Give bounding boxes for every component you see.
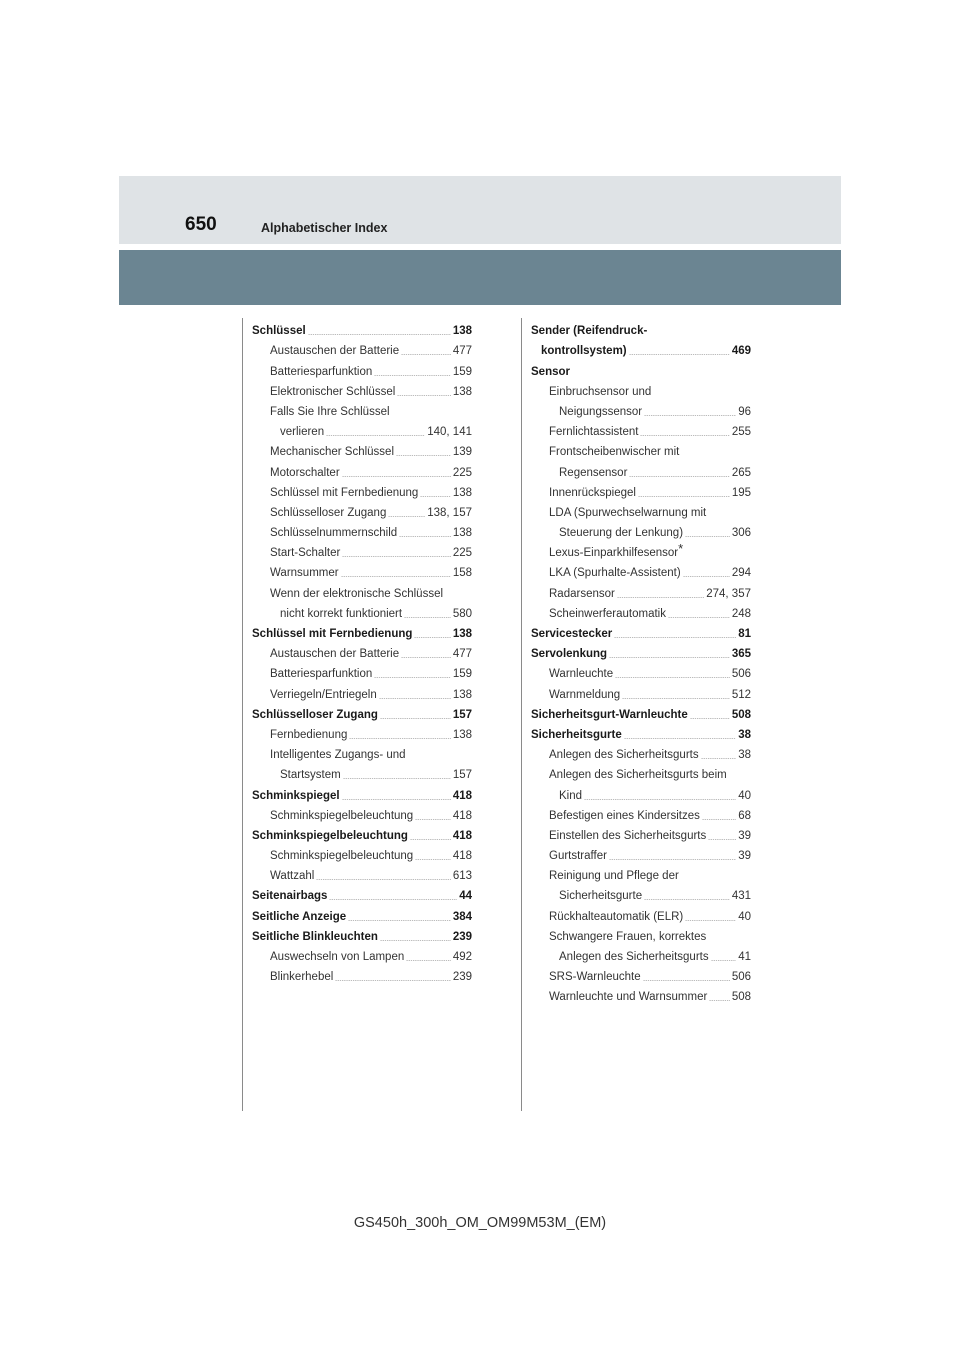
document-code: GS450h_300h_OM_OM99M53M_(EM) [353, 1215, 607, 1231]
entry-label: Startsystem [280, 769, 341, 782]
index-subentry [531, 661, 751, 681]
entry-label: Schlüssel [252, 325, 306, 338]
entry-label: Reinigung und Pflege der [549, 870, 679, 883]
index-subentry [531, 843, 751, 863]
entry-label: Warnleuchte [549, 668, 614, 681]
index-subentry [531, 883, 751, 903]
index-subentry [531, 944, 751, 964]
index-subentry [531, 863, 751, 883]
index-entry [531, 338, 751, 358]
entry-label: Schlüsselnummernschild [270, 527, 398, 540]
index-subentry [252, 580, 472, 600]
leader-dots [609, 859, 736, 860]
entry-page-ref: 418 [452, 829, 472, 842]
entry-label: Rückhalteautomatik (ELR) [549, 910, 684, 923]
page-number: 650 [185, 214, 217, 235]
entry-label: Blinkerhebel [270, 971, 334, 984]
entry-label: Neigungssensor [559, 405, 643, 418]
entry-label: Mechanischer Schlüssel [270, 446, 395, 459]
index-subentry [252, 661, 472, 681]
leader-dots [644, 415, 736, 416]
entry-label: Fernlichtassistent [549, 426, 639, 439]
entry-page-ref: 512 [731, 688, 751, 701]
index-subentry [252, 641, 472, 661]
entry-label: Sensor [531, 365, 570, 378]
entry-page-ref: 306 [731, 527, 751, 540]
entry-page-ref: 506 [731, 668, 751, 681]
entry-label: Wenn der elektronische Schlüssel [270, 587, 444, 600]
entry-label: Auswechseln von Lampen [270, 951, 405, 963]
index-entry [252, 702, 472, 722]
leader-dots [668, 617, 730, 618]
entry-label: Schwangere Frauen, korrektes [549, 930, 707, 943]
entry-label: kontrollsystem) [541, 345, 627, 358]
entry-label: Schlüsselloser Zugang [270, 506, 387, 519]
leader-dots [343, 778, 451, 779]
entry-page-ref: 195 [731, 486, 751, 499]
entry-page-ref: 96 [738, 405, 751, 418]
entry-label: Austauschen der Batterie [270, 648, 400, 661]
index-subentry [531, 782, 751, 802]
leader-dots [388, 516, 425, 517]
entry-label: Einbruchsensor und [549, 385, 652, 398]
header-band [119, 250, 841, 305]
entry-label: Falls Sie Ihre Schlüssel [270, 405, 390, 418]
entry-label: Wattzahl [270, 870, 315, 883]
entry-label: Einstellen des Sicherheitsgurts [549, 829, 707, 842]
index-entry [531, 641, 751, 661]
entry-label: Steuerung der Lenkung) [559, 527, 684, 540]
index-subentry [531, 903, 751, 923]
right-column-rule [521, 318, 522, 1111]
index-subentry [252, 358, 472, 378]
index-subentry [531, 803, 751, 823]
entry-label: Seitenairbags [252, 890, 328, 903]
leader-dots [401, 354, 451, 355]
leader-dots [374, 375, 451, 376]
index-subentry [252, 439, 472, 459]
entry-label: Start-Schalter [270, 547, 341, 560]
index-entry [531, 621, 751, 641]
index-column-left [252, 318, 472, 984]
leader-dots [685, 920, 736, 921]
leader-dots [342, 556, 451, 557]
entry-label: Lexus-Einparkhilfesensor [549, 547, 679, 560]
entry-page-ref: 580 [452, 607, 472, 620]
leader-dots [406, 960, 451, 961]
entry-label: Schlüssel mit Fernbedienung [252, 628, 413, 640]
leader-dots [420, 496, 451, 497]
leader-dots [683, 576, 730, 577]
leader-dots [348, 920, 451, 921]
leader-dots [609, 657, 730, 658]
entry-page-ref: 431 [731, 890, 751, 903]
entry-label: Gurtstraffer [549, 850, 607, 863]
entry-label: Fernbedienung [270, 728, 348, 741]
leader-dots [316, 879, 451, 880]
entry-label: Frontscheibenwischer mit [549, 446, 680, 459]
entry-label: Radarsensor [549, 587, 615, 600]
entry-page-ref: 225 [452, 547, 472, 560]
entry-label: Anlegen des Sicherheitsgurts beim [549, 769, 727, 782]
entry-page-ref: 469 [731, 345, 751, 358]
entry-label: Warnsummer [270, 567, 339, 580]
entry-label: Anlegen des Sicherheitsgurts [559, 951, 709, 963]
index-subentry [531, 762, 751, 782]
index-entry [252, 903, 472, 923]
entry-page-ref: 365 [731, 648, 751, 661]
index-subentry [252, 540, 472, 560]
entry-label: Elektronischer Schlüssel [270, 385, 396, 398]
leader-dots [629, 354, 730, 355]
index-subentry [252, 964, 472, 984]
leader-dots [643, 980, 730, 981]
entry-page-ref: 274, 357 [706, 587, 751, 600]
leader-dots [308, 334, 451, 335]
entry-page-ref: 157 [452, 769, 472, 782]
index-subentry [252, 843, 472, 863]
index-subentry [252, 379, 472, 399]
entry-label: Schminkspiegelbeleuchtung [252, 829, 408, 842]
index-subentry [252, 500, 472, 520]
index-subentry [531, 480, 751, 500]
index-subentry [531, 540, 751, 560]
leader-dots [708, 839, 736, 840]
entry-page-ref: 225 [452, 466, 472, 479]
entry-page-ref: 248 [731, 607, 751, 620]
leader-dots [335, 980, 451, 981]
entry-label: Innenrückspiegel [549, 486, 636, 499]
leader-dots [404, 617, 451, 618]
leader-dots [399, 536, 451, 537]
entry-page-ref: 81 [738, 628, 751, 640]
index-entry [252, 823, 472, 843]
entry-page-ref: 44 [459, 890, 472, 903]
leader-dots [690, 718, 730, 719]
footnote-asterisk: * [678, 541, 684, 557]
leader-dots [584, 799, 736, 800]
entry-label: Kind [559, 789, 583, 802]
entry-page-ref: 41 [738, 951, 751, 963]
entry-page-ref: 138 [452, 385, 472, 398]
leader-dots [329, 899, 457, 900]
leader-dots [401, 657, 451, 658]
entry-page-ref: 418 [452, 850, 472, 863]
entry-label: LKA (Spurhalte-Assistent) [549, 567, 681, 580]
entry-page-ref: 255 [731, 426, 751, 439]
index-subentry [252, 601, 472, 621]
index-subentry [252, 459, 472, 479]
entry-label: Sicherheitsgurte [531, 728, 622, 741]
entry-label: Scheinwerferautomatik [549, 607, 666, 620]
leader-dots [624, 738, 736, 739]
index-subentry [252, 742, 472, 762]
index-subentry [252, 560, 472, 580]
index-subentry [252, 480, 472, 500]
index-entry [252, 782, 472, 802]
entry-page-ref: 508 [731, 991, 751, 1004]
leader-dots [701, 758, 737, 759]
entry-page-ref: 138 [452, 325, 472, 338]
index-subentry [252, 520, 472, 540]
index-subentry [252, 944, 472, 964]
index-subentry [531, 580, 751, 600]
leader-dots [615, 677, 730, 678]
index-entry [531, 722, 751, 742]
entry-label: Schminkspiegelbeleuchtung [270, 809, 414, 822]
entry-page-ref: 138, 157 [427, 506, 472, 519]
entry-label: Motorschalter [270, 466, 340, 479]
entry-label: Warnmeldung [549, 688, 621, 701]
leader-dots [711, 960, 737, 961]
leader-dots [415, 819, 451, 820]
entry-page-ref: 138 [452, 527, 472, 540]
leader-dots [629, 476, 729, 477]
index-subentry [252, 863, 472, 883]
entry-label: LDA (Spurwechselwarnung mit [549, 506, 707, 519]
entry-label: Verriegeln/Entriegeln [270, 688, 377, 701]
entry-label: Sender (Reifendruck- [531, 325, 648, 338]
entry-page-ref: 40 [738, 789, 751, 802]
entry-page-ref: 138 [452, 486, 472, 499]
index-subentry [531, 984, 751, 1004]
entry-label: Seitliche Anzeige [252, 910, 347, 923]
entry-label: Austauschen der Batterie [270, 345, 400, 358]
entry-label: Regensensor [559, 466, 628, 479]
entry-page-ref: 39 [738, 829, 751, 842]
leader-dots [702, 819, 736, 820]
entry-page-ref: 39 [738, 850, 751, 863]
leader-dots [396, 455, 451, 456]
entry-page-ref: 239 [452, 930, 472, 943]
index-subentry [531, 964, 751, 984]
entry-label: Schlüssel mit Fernbedienung [270, 486, 419, 499]
index-subentry [531, 560, 751, 580]
entry-label: Batteriesparfunktion [270, 365, 373, 378]
index-subentry [252, 338, 472, 358]
entry-page-ref: 159 [452, 668, 472, 681]
index-subentry [531, 742, 751, 762]
entry-page-ref: 477 [452, 648, 472, 661]
entry-label: Batteriesparfunktion [270, 668, 373, 681]
leader-dots [380, 940, 451, 941]
index-subentry [531, 601, 751, 621]
leader-dots [644, 899, 730, 900]
entry-page-ref: 40 [738, 910, 751, 923]
entry-page-ref: 140, 141 [427, 426, 472, 439]
entry-page-ref: 506 [731, 971, 751, 984]
index-subentry [252, 722, 472, 742]
entry-page-ref: 294 [731, 567, 751, 580]
leader-dots [622, 698, 730, 699]
page-header [119, 176, 841, 244]
leader-dots [640, 435, 729, 436]
index-subentry [531, 439, 751, 459]
leader-dots [617, 597, 704, 598]
index-subentry [252, 399, 472, 419]
entry-label: nicht korrekt funktioniert [280, 607, 403, 620]
entry-label: Servolenkung [531, 648, 608, 661]
entry-page-ref: 239 [452, 971, 472, 984]
leader-dots [380, 718, 451, 719]
leader-dots [614, 637, 736, 638]
index-subentry [252, 762, 472, 782]
entry-page-ref: 508 [731, 708, 751, 721]
entry-page-ref: 265 [731, 466, 751, 479]
leader-dots [349, 738, 450, 739]
entry-page-ref: 384 [452, 910, 472, 923]
index-entry [531, 702, 751, 722]
entry-page-ref: 157 [452, 708, 472, 721]
entry-label: Warnleuchte und Warnsummer [549, 991, 708, 1004]
leader-dots [397, 395, 451, 396]
leader-dots [342, 799, 451, 800]
entry-page-ref: 68 [738, 809, 751, 822]
leader-dots [326, 435, 425, 436]
index-subentry [252, 681, 472, 701]
leader-dots [342, 476, 451, 477]
entry-page-ref: 477 [452, 345, 472, 358]
entry-label: Servicestecker [531, 628, 613, 640]
index-subentry [531, 681, 751, 701]
left-column-rule [242, 318, 243, 1111]
entry-label: Schlüsselloser Zugang [252, 708, 378, 721]
index-subentry [531, 419, 751, 439]
entry-label: SRS-Warnleuchte [549, 971, 641, 984]
entry-label: Sicherheitsgurt-Warnleuchte [531, 708, 688, 721]
leader-dots [638, 496, 730, 497]
index-subentry [531, 500, 751, 520]
leader-dots [410, 839, 451, 840]
entry-label: Schminkspiegelbeleuchtung [270, 850, 414, 863]
leader-dots [414, 637, 450, 638]
entry-page-ref: 613 [452, 870, 472, 883]
entry-page-ref: 158 [452, 567, 472, 580]
entry-label: Seitliche Blinkleuchten [252, 930, 378, 943]
entry-page-ref: 38 [738, 749, 751, 762]
index-entry [252, 924, 472, 944]
entry-page-ref: 138 [452, 688, 472, 701]
leader-dots [685, 536, 730, 537]
entry-page-ref: 418 [452, 809, 472, 822]
index-entry [252, 621, 472, 641]
leader-dots [709, 1000, 730, 1001]
index-subentry [531, 379, 751, 399]
index-subentry [531, 399, 751, 419]
index-entry [531, 358, 751, 378]
entry-label: Befestigen eines Kindersitzes [549, 809, 700, 822]
index-entry [531, 318, 751, 338]
entry-page-ref: 159 [452, 365, 472, 378]
leader-dots [341, 576, 451, 577]
entry-label: Anlegen des Sicherheitsgurts [549, 749, 699, 762]
entry-label: Intelligentes Zugangs- und [270, 749, 406, 762]
entry-page-ref: 492 [452, 951, 472, 963]
index-entry [252, 318, 472, 338]
leader-dots [379, 698, 451, 699]
entry-page-ref: 38 [738, 728, 751, 741]
entry-label: Sicherheitsgurte [559, 890, 643, 903]
entry-page-ref: 138 [452, 628, 472, 640]
leader-dots [374, 677, 451, 678]
index-subentry [531, 459, 751, 479]
entry-page-ref: 138 [452, 728, 472, 741]
section-title: Alphabetischer Index [261, 221, 388, 235]
entry-page-ref: 139 [452, 446, 472, 459]
index-subentry [531, 520, 751, 540]
index-subentry [252, 803, 472, 823]
index-subentry [531, 924, 751, 944]
index-entry [252, 883, 472, 903]
leader-dots [415, 859, 451, 860]
index-column-right [531, 318, 751, 1004]
index-subentry [531, 823, 751, 843]
entry-label: verlieren [280, 426, 325, 439]
entry-page-ref: 418 [452, 789, 472, 802]
index-subentry [252, 419, 472, 439]
entry-label: Schminkspiegel [252, 789, 340, 802]
